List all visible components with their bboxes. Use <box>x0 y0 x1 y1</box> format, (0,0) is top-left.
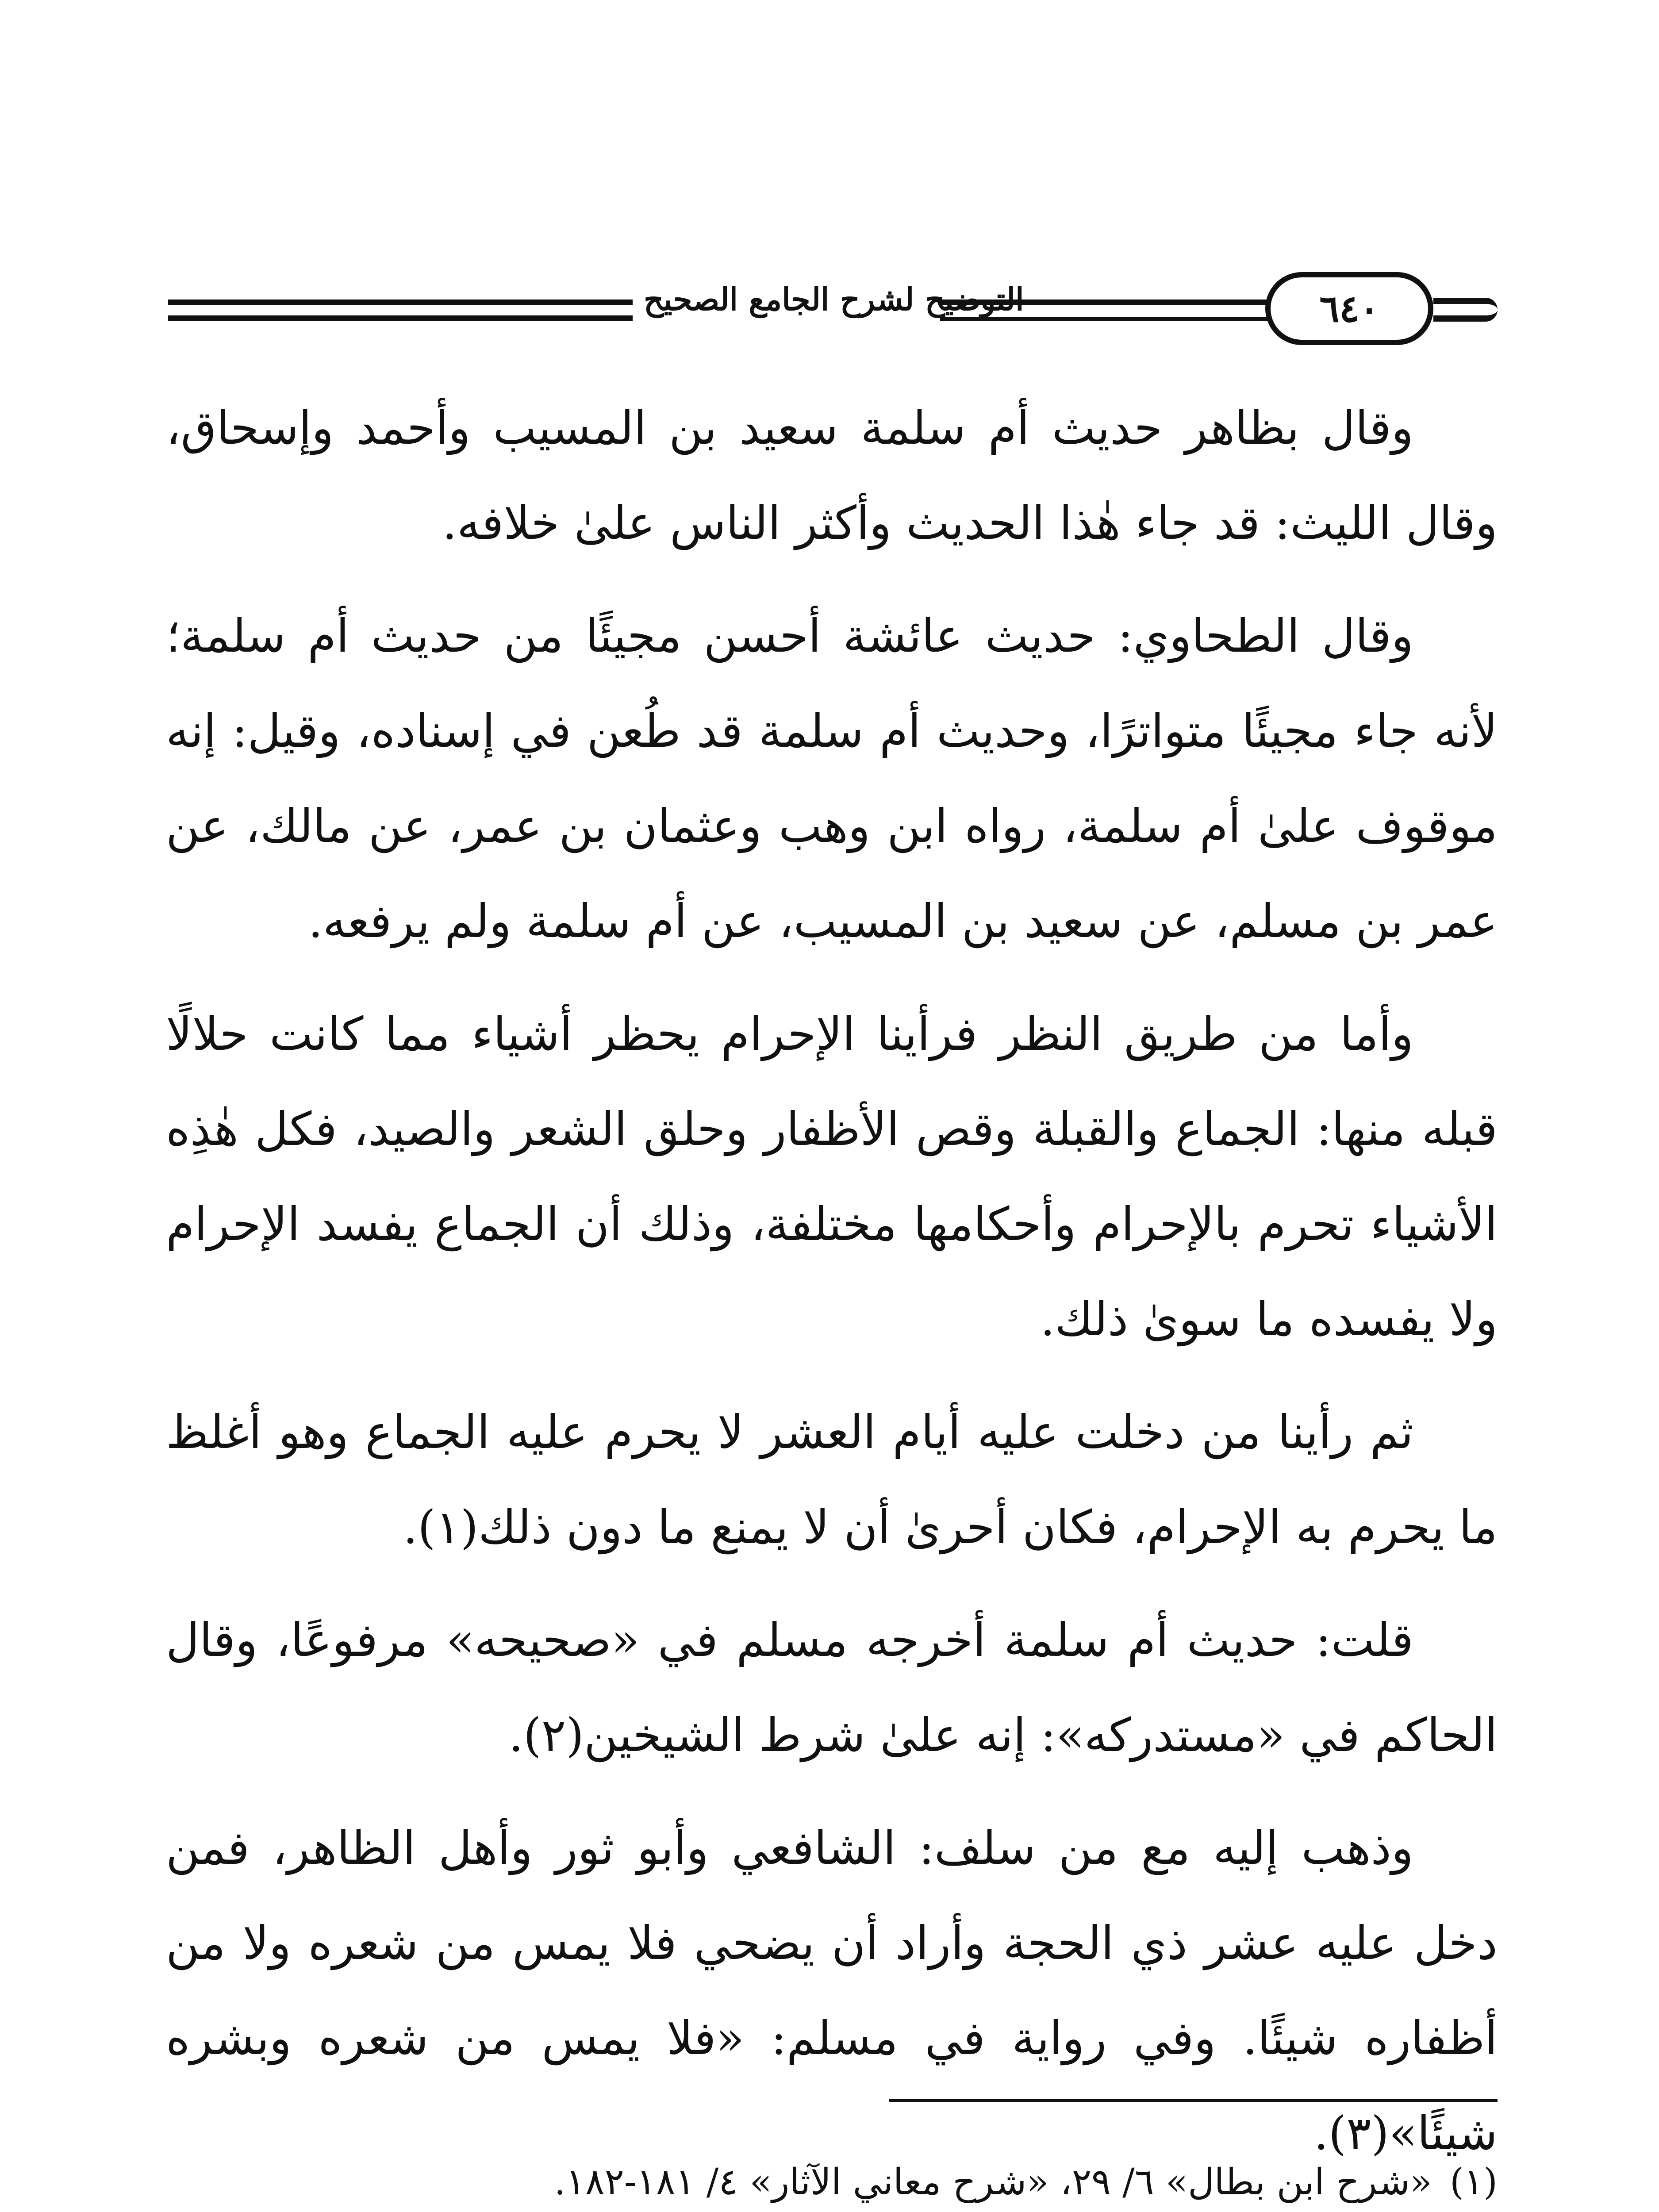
paragraph: ثم رأينا من دخلت عليه أيام العشر لا يحرم عليه الجماع وهو أغلظ ما يحرم به الإحرام، فكان أحرىٰ أن لا يمنع ما دون ذلك(١). <box>166 1405 1498 1554</box>
paragraph: قلت: حديث أم سلمة أخرجه مسلم في «صحيحه» مرفوعًا، وقال الحاكم في «مستدركه»: إنه علىٰ شرط الشيخين(٢). <box>166 1613 1498 1762</box>
footnote-separator <box>889 2099 1498 2102</box>
paragraph: وقال بظاهر حديث أم سلمة سعيد بن المسيب وأحمد وإسحاق، وقال الليث: قد جاء هٰذا الحديث وأكثر الناس علىٰ خلافه. <box>166 401 1498 550</box>
book-title: التوضيح لشرح الجامع الصحيح <box>644 281 1024 318</box>
paragraph: وقال الطحاوي: حديث عائشة أحسن مجيئًا من حديث أم سلمة؛ لأنه جاء مجيئًا متواترًا، وحديث أم سلمة قد طُعن في إسناده، وقيل: إنه موقوف علىٰ أم سلمة، رواه ابن وهب وعثمان بن عمر، عن مالك، عن عمر بن مسلم، عن سعيد بن المسيب، عن أم سلمة ولم يرفعه. <box>166 609 1498 948</box>
page-header <box>168 272 1498 347</box>
page-number: ٦٤٠ <box>1319 287 1379 330</box>
main-text <box>166 380 1498 2199</box>
paragraph: وأما من طريق النظر فرأينا الإحرام يحظر أشياء مما كانت حلالًا قبله منها: الجماع والقبلة وقص الأظفار وحلق الشعر والصيد، فكل هٰذِه الأشياء تحرم بالإحرام وأحكامها مختلفة، وذلك أن الجماع يفسد الإحرام ولا يفسده ما سوىٰ ذلك. <box>166 1007 1498 1346</box>
footnote-number: (١) <box>1449 2161 1498 2203</box>
page-number-badge <box>1265 272 1433 345</box>
footnote <box>398 2143 1498 2212</box>
footnote-text: «شرح ابن بطال» ٦/ ٢٩، «شرح معاني الآثار» ٤/ ١٨١-١٨٢. <box>554 2161 1432 2203</box>
footnotes <box>398 2143 1498 2212</box>
header-ornament <box>1433 298 1498 322</box>
paragraph: وذهب إليه مع من سلف: الشافعي وأبو ثور وأهل الظاهر، فمن دخل عليه عشر ذي الحجة وأراد أن يضحي فلا يمس من شعره ولا من أظفاره شيئًا. وفي رواية في مسلم: «فلا يمس من شعره وبشره شيئًا»(٣). <box>166 1821 1498 2160</box>
header-rule-left <box>168 300 633 321</box>
